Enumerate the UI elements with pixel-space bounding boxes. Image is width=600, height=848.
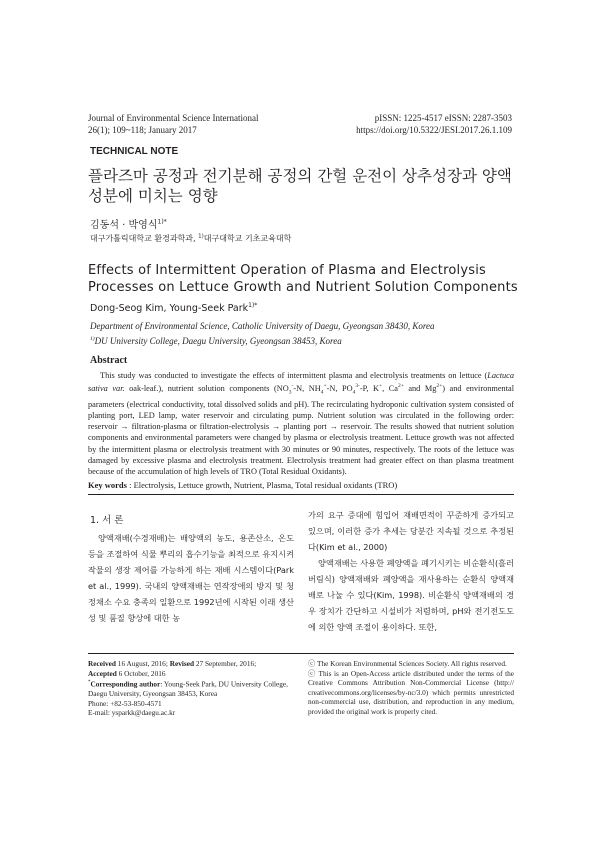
english-affiliations <box>90 320 435 348</box>
abstract-sup-2plus-b: 2+ <box>436 383 443 390</box>
section-heading: 1. 서 론 <box>90 515 124 526</box>
revised-label: Revised <box>169 659 195 668</box>
abstract-sup-plus2: + <box>378 383 383 390</box>
abstract-text-7: and Mg <box>403 383 437 393</box>
keywords-label: Key words <box>88 480 127 490</box>
korean-affiliation-a: 대구가톨릭대학교 환경과학과, <box>90 234 196 243</box>
english-author-names: Dong-Seog Kim, Young-Seek Park <box>90 303 249 315</box>
english-title: Effects of Intermittent Operation of Plasma and Electrolysis Processes on Lettuce Growth and Nutrient Solution Components <box>88 263 518 295</box>
korean-affiliation-sup: 1) <box>198 233 204 240</box>
english-affiliation-1: Department of Environmental Science, Catholic University of Daegu, Gyeongsan 38430, Korea <box>90 321 435 331</box>
received-label: Received <box>88 659 116 668</box>
abstract-body <box>88 370 514 477</box>
license-text: ⓒ This is an Open-Access article distributed under the terms of the Creative Commons Attribution Non-Commercial License (http:// creativecommons.org/licenses/by-nc/3.0) which permits unrestricted non-commercial use, distribution, and reproduction in any medium, provided the original work is properly cited. <box>308 668 514 716</box>
abstract-text-6: , Ca <box>382 383 398 393</box>
korean-authors <box>90 216 167 231</box>
revised-date: 27 September, 2016; <box>194 659 257 668</box>
english-affiliation-2-line <box>90 333 435 348</box>
article-type: TECHNICAL NOTE <box>90 146 179 157</box>
email[interactable]: E-mail: ysparkk@daegu.ac.kr <box>88 708 176 718</box>
journal-issue: 26(1); 109~118; January 2017 <box>88 125 197 135</box>
abstract-sup-minus: - <box>291 383 294 390</box>
english-authors <box>90 302 257 314</box>
copyright: ⓒ The Korean Environmental Sciences Society. All rights reserved. <box>308 659 507 668</box>
keywords-list: : Electrolysis, Lettuce growth, Nutrient, Plasma, Total residual oxidants (TRO) <box>126 480 398 490</box>
accepted-label: Accepted <box>88 668 117 678</box>
abstract-heading: Abstract <box>90 355 128 366</box>
issn-doi <box>356 112 512 136</box>
abstract-sub-4: 4 <box>320 389 324 396</box>
english-affiliation-2: DU University College, Daegu University, Gyeongsan 38453, Korea <box>94 336 342 346</box>
abstract-text-5: -P, K <box>359 383 379 393</box>
english-author-sup: 1)* <box>248 302 258 309</box>
footer-license <box>308 659 514 717</box>
korean-title: 플라즈마 공정과 전기분해 공정의 간헐 운전이 상추성장과 양액 성분에 미치는 영향 <box>88 167 512 205</box>
keywords <box>88 480 514 490</box>
abstract-text-2: oak-leaf.), nutrient solution components (NO <box>124 383 289 393</box>
abstract-text-1: This study was conducted to investigate the effects of intermittent plasma and electrolysis treatments on lettuce ( <box>100 371 488 380</box>
corr-sup: * <box>88 680 91 686</box>
abstract-sup-plus: + <box>323 383 327 390</box>
received-date: 16 August, 2016; <box>115 659 170 668</box>
body-column-left: 양액재배(수경재배)는 배양액의 농도, 용존산소, 온도 등을 조절하여 식물 뿌리의 흡수기능을 최적으로 유지시켜 작물의 생장 제어를 가능하게 하는 재배 시스템이다(Park et al., 1999). 국내의 양액재배는 연작장애의 방지 및 청정채소 수요 충족의 일환으로 1992년에 시작된 이래 생산성 및 품질 향상에 대한 농 <box>88 533 294 623</box>
english-affiliation-2-sup: 1) <box>90 336 95 342</box>
body-column-right <box>308 507 514 635</box>
journal-name: Journal of Environmental Science International <box>88 113 259 123</box>
abstract-text-8: ) and environmental parameters (electrical conductivity, total dissolved solids and pH). The recirculating hydroponic cultivation system consisted of planting port, LED lamp, water reservoir and circulating pump. Nutrient solution was circulated in the following order: reservoir → filtration-plasma or filtration-electrolysis → planting port → reservoir. The results showed that nutrient solution components and environmental parameters were changed by plasma or electrolysis treatment. Lettuce growth was not affected by the intermittent plasma or electrolysis treatment with 30 minutes or 90 minutes, respectively. The roots of the lettuce was damaged by excessive plasma and electrolysis treatment. Electrolysis treatment had greater effect on than plasma treatment because of the accumulation of high levels of TRO (Total Residual Oxidants). <box>88 383 514 477</box>
journal-info <box>88 112 258 136</box>
abstract-text-4: -N, PO <box>326 383 353 393</box>
footer-divider <box>88 653 514 654</box>
korean-affiliation-b: 대구대학교 기초교육대학 <box>203 234 292 243</box>
accepted-date: 6 October, 2016 <box>116 668 166 678</box>
doi-link[interactable]: https://doi.org/10.5322/JESI.2017.26.1.109 <box>356 125 512 135</box>
abstract-sup-3minus: 3- <box>355 383 360 390</box>
abstract-sup-2plus: 2+ <box>397 383 404 390</box>
issn: pISSN: 1225-4517 eISSN: 2287-3503 <box>374 113 512 123</box>
abstract-sub-3: 3 <box>288 389 292 396</box>
corresponding-author <box>88 678 288 699</box>
abstract-italic: Lactuca sativa var. <box>88 371 514 393</box>
korean-author-names: 김동석 · 박영식 <box>90 220 158 231</box>
korean-author-sup: 1)* <box>157 218 167 226</box>
phone: Phone: +82-53-850-4571 <box>88 698 162 708</box>
korean-affiliation <box>90 233 291 244</box>
body-paragraph-2: 양액재배는 사용한 폐양액을 폐기시키는 비순환식(흘러버림식) 양액재배와 폐양액을 재사용하는 순환식 양액재배로 나눌 수 있다(Kim, 1998). 비순환식 양액재배의 경우 장치가 간단하고 시설비가 저렴하며, pH와 전기전도도에 의한 양액 조절이 용이하다. 또한, <box>308 558 514 632</box>
divider <box>88 494 514 495</box>
abstract-text-3: -N, NH <box>293 383 321 393</box>
corr-label: Corresponding author <box>90 679 161 689</box>
corr-text: : Young-Seek Park, DU University College, Daegu University, Gyeongsan 38453, Korea <box>88 679 289 699</box>
footer-dates-correspondence <box>88 659 288 718</box>
abstract-sub-4b: 4 <box>352 389 356 396</box>
body-paragraph-1: 가의 요구 증대에 힘입어 재배면적이 꾸준하게 증가되고 있으며, 이러한 증가 추세는 당분간 지속될 것으로 추정된다(Kim et al., 2000) <box>308 510 514 552</box>
dates-line-1 <box>88 659 288 669</box>
dates-line-2 <box>88 669 288 679</box>
